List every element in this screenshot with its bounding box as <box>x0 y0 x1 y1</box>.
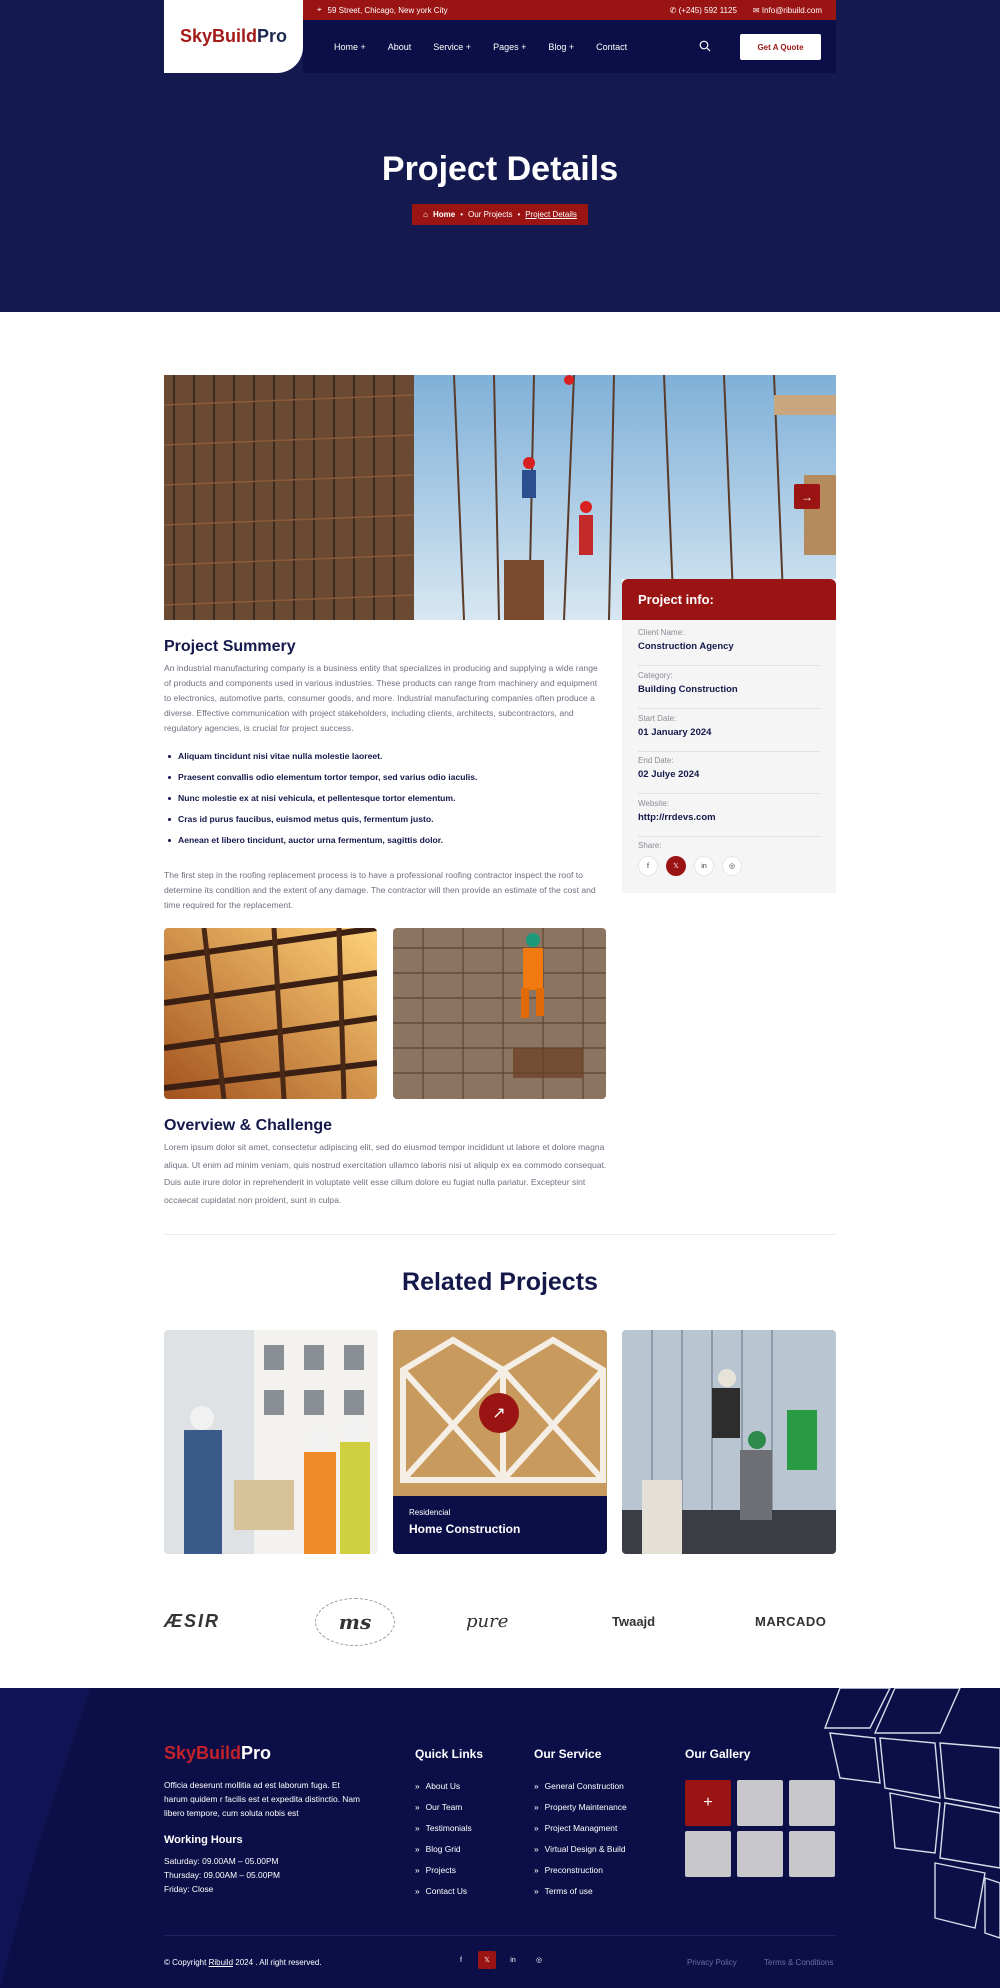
footer-link[interactable] <box>534 1796 627 1817</box>
home-icon: ⌂ <box>423 210 428 219</box>
gallery-plus-button[interactable]: + <box>685 1780 731 1826</box>
breadcrumb-separator: • <box>517 210 521 219</box>
project-image-engineers <box>164 1330 378 1554</box>
footer-link[interactable] <box>534 1880 627 1901</box>
website-link[interactable]: http://rrdevs.com <box>638 812 716 823</box>
summary-text: An industrial manufacturing company is a business entity that specializes in producing and supplying a wide range of products and components used in various industries. These products can range from machinery and equipment to electronics, automotive parts, consumer goods, and more. Industrial manufacturing companies often produce a diverse. Effective communication with project stakeholders, including clients, architects, subcontractors, and regulatory agencies, is crucial for project success. <box>164 663 598 733</box>
instagram-icon[interactable]: ◎ <box>535 1957 543 1964</box>
summary-bullets <box>164 751 604 856</box>
section-divider <box>164 1234 836 1235</box>
footer-link-label: Testimonials <box>425 1822 472 1833</box>
double-chevron-right-icon: » <box>534 1780 539 1791</box>
related-projects-title: Related Projects <box>402 1268 598 1296</box>
summary-text-2: The first step in the roofing replacement process is to have a professional roofing contractor inspect the roof to determine its condition and the extent of any damage. The contractor will then provide an estimate of the cost and time required for the replacement. <box>164 870 596 910</box>
phone-link[interactable] <box>670 6 737 15</box>
working-hours-title: Working Hours <box>164 1834 243 1846</box>
breadcrumb-projects[interactable]: Our Projects <box>468 210 513 219</box>
linkedin-icon[interactable]: in <box>694 856 714 876</box>
overview-title: Overview & Challenge <box>164 1117 333 1134</box>
info-label: Start Date: <box>638 714 677 723</box>
footer-link-label: Projects <box>425 1864 456 1875</box>
footer-about-column <box>164 1743 364 1896</box>
list-item: Cras id purus faucibus, euismod metus quis, fermentum justo. <box>164 814 604 835</box>
working-hours-item: Saturday: 09.00AM – 05.00PM <box>164 1856 279 1866</box>
info-value: Construction Agency <box>638 641 734 652</box>
project-info-title: Project info: <box>622 579 836 620</box>
project-image-steel-frame <box>164 928 377 1099</box>
footer-gallery <box>685 1747 750 1775</box>
list-item: Aenean et libero tincidunt, auctor urna fermentum, sagittis dolor. <box>164 835 604 856</box>
double-chevron-right-icon: » <box>534 1801 539 1812</box>
double-chevron-right-icon: » <box>415 1801 420 1812</box>
double-chevron-right-icon: » <box>534 1822 539 1833</box>
footer-link[interactable] <box>534 1859 627 1880</box>
facebook-icon[interactable]: f <box>460 1956 462 1964</box>
info-label: Category: <box>638 671 673 680</box>
footer-about-text: Officia deserunt mollitia ad est laborum fuga. Et harum quidem r facilis est et expedita distinctio. Nam libero tempore, cum soluta nobis est <box>164 1780 360 1818</box>
breadcrumb-current: Project Details <box>525 210 577 219</box>
footer-link[interactable] <box>415 1859 483 1880</box>
address-text: 59 Street, Chicago, New york City <box>327 5 448 15</box>
footer-link-label: Blog Grid <box>425 1843 461 1854</box>
footer-link[interactable] <box>534 1775 627 1796</box>
info-value: 02 Julye 2024 <box>638 769 700 780</box>
info-row-category <box>638 671 820 709</box>
double-chevron-right-icon: » <box>415 1843 420 1854</box>
related-card-caption <box>393 1496 607 1554</box>
footer-background-pattern <box>0 1688 1000 1988</box>
footer-link-label: Terms of use <box>544 1885 593 1896</box>
partner-logo-ms: ms <box>315 1598 395 1646</box>
double-chevron-right-icon: » <box>534 1864 539 1875</box>
gallery-thumbnail[interactable] <box>737 1831 783 1877</box>
footer-link-label: Virtual Design & Build <box>544 1843 626 1854</box>
gallery-thumbnail[interactable] <box>789 1780 835 1826</box>
working-hours-item: Thursday: 09.00AM – 05.00PM <box>164 1870 280 1880</box>
footer-social-links <box>452 1951 548 1969</box>
location-icon: ⌖ <box>317 5 322 14</box>
list-item: Aliquam tincidunt nisi vitae nulla molestie laoreet. <box>164 751 604 772</box>
project-info-card <box>622 579 836 893</box>
linkedin-icon[interactable]: in <box>510 1956 516 1964</box>
breadcrumb-separator: • <box>460 210 464 219</box>
partner-logo-twaajd: Twaajd <box>612 1613 656 1629</box>
mail-icon: ✉ <box>752 5 762 15</box>
copyright-prefix: © Copyright <box>164 1958 209 1967</box>
footer-link-label: Property Maintenance <box>544 1801 627 1812</box>
footer-link-label: Our Team <box>425 1801 463 1812</box>
double-chevron-right-icon: » <box>534 1885 539 1896</box>
footer-link[interactable] <box>415 1796 483 1817</box>
footer-link[interactable] <box>415 1880 483 1901</box>
project-image-siding-workers <box>622 1330 836 1554</box>
breadcrumb-home[interactable]: Home <box>432 210 456 219</box>
footer-logo[interactable] <box>164 1743 364 1764</box>
double-chevron-right-icon: » <box>415 1822 420 1833</box>
footer-link-label: Preconstruction <box>544 1864 603 1875</box>
double-chevron-right-icon: » <box>415 1885 420 1896</box>
footer-link[interactable] <box>534 1838 627 1859</box>
project-title[interactable]: Home Construction <box>409 1522 521 1536</box>
slider-next-button[interactable] <box>794 484 820 509</box>
phone-text: (+245) 592 1125 <box>678 5 737 15</box>
project-image-worker-rebar <box>393 928 606 1099</box>
copyright-suffix: 2024 . All right reserved. <box>233 1958 322 1967</box>
logo-text-primary: SkyBuild <box>179 26 257 46</box>
x-twitter-icon[interactable]: 𝕏 <box>666 856 686 876</box>
footer-link-label: About Us <box>425 1780 461 1791</box>
info-label: Client Name: <box>638 628 685 637</box>
info-value: 01 January 2024 <box>638 727 712 738</box>
overview-text: Lorem ipsum dolor sit amet, consectetur adipiscing elit, sed do eiusmod tempor incididunt ut labore et dolore magna aliqua. Ut enim ad minim veniam, quis nostrud exercitation ullamco laboris nisi ut aliquip ex ea commodo consequat. Duis aute irure dolor in reprehenderit in voluptate velit esse cillum dolore eu fugiat nulla pariatur. Excepteur sint occaecat cupidatat non proident, sunt in culpa. <box>164 1142 607 1206</box>
share-row <box>638 841 820 887</box>
double-chevron-right-icon: » <box>534 1843 539 1854</box>
copyright-text <box>164 1958 322 1967</box>
email-link[interactable] <box>753 6 822 15</box>
footer-link[interactable] <box>534 1817 627 1838</box>
nav-contact[interactable]: Contact <box>596 41 628 52</box>
top-info-bar <box>303 0 836 20</box>
search-icon[interactable] <box>699 40 711 52</box>
nav-pages[interactable]: Pages + <box>493 41 527 52</box>
page-title: Project Details <box>381 150 619 188</box>
info-label: Website: <box>638 799 669 808</box>
phone-icon: ✆ <box>669 5 679 15</box>
facebook-icon[interactable]: f <box>638 856 658 876</box>
footer-link-label: Contact Us <box>425 1885 468 1896</box>
get-quote-button[interactable]: Get A Quote <box>740 34 821 60</box>
footer-divider <box>164 1935 836 1936</box>
nav-about[interactable]: About <box>387 41 412 52</box>
info-row-start-date <box>638 714 820 752</box>
info-row-client <box>638 628 820 666</box>
email-text: Info@ribuild.com <box>761 5 822 15</box>
nav-service[interactable]: Service + <box>433 41 472 52</box>
footer-link[interactable] <box>415 1838 483 1859</box>
our-gallery-title: Our Gallery <box>685 1747 751 1761</box>
x-twitter-icon[interactable]: 𝕏 <box>478 1951 496 1969</box>
footer-services <box>534 1747 627 1901</box>
summary-title: Project Summery <box>164 638 296 655</box>
logo-text-secondary: Pro <box>241 1743 272 1763</box>
privacy-policy-link[interactable]: Privacy Policy <box>687 1958 737 1967</box>
footer-link-label: General Construction <box>544 1780 624 1791</box>
info-row-website <box>638 799 820 837</box>
copyright-link[interactable]: Ribuild <box>208 1958 234 1967</box>
gallery-thumbnail[interactable] <box>685 1831 731 1877</box>
partner-logo-pure: pure <box>466 1610 509 1632</box>
double-chevron-right-icon: » <box>415 1864 420 1875</box>
footer-quick-links <box>415 1747 483 1901</box>
footer-link-label: Project Managment <box>544 1822 618 1833</box>
our-service-title: Our Service <box>534 1747 602 1761</box>
site-footer <box>0 1688 1000 1988</box>
list-item: Praesent convallis odio elementum tortor tempor, sed varius odio iaculis. <box>164 772 604 793</box>
related-project-card[interactable] <box>622 1330 836 1554</box>
related-project-card[interactable] <box>164 1330 378 1554</box>
related-project-card-featured[interactable] <box>393 1330 607 1554</box>
partner-logo-aesir: ÆSIR <box>164 1610 221 1631</box>
quick-links-title: Quick Links <box>415 1747 484 1761</box>
project-category: Residencial <box>409 1508 451 1517</box>
list-item: Nunc molestie ex at nisi vehicula, et pellentesque tortor elementum. <box>164 793 604 814</box>
working-hours-item: Friday: Close <box>164 1884 214 1894</box>
logo-text-secondary: Pro <box>257 26 288 46</box>
info-row-end-date <box>638 756 820 794</box>
nav-home[interactable]: Home + <box>334 41 366 52</box>
double-chevron-right-icon: » <box>415 1780 420 1791</box>
info-label: End Date: <box>638 756 674 765</box>
breadcrumb <box>412 204 588 225</box>
arrow-up-right-icon[interactable]: ↗ <box>479 1393 519 1433</box>
nav-blog[interactable]: Blog + <box>548 41 575 52</box>
gallery-thumbnail[interactable] <box>789 1831 835 1877</box>
footer-link[interactable] <box>415 1775 483 1796</box>
site-logo[interactable] <box>164 0 303 73</box>
logo-text-primary: SkyBuild <box>164 1743 242 1763</box>
partner-logo-marcado: MARCADO <box>755 1613 827 1629</box>
info-value: Building Construction <box>638 684 738 695</box>
arrow-right-icon: → <box>801 489 813 504</box>
gallery-thumbnail[interactable] <box>737 1780 783 1826</box>
footer-link[interactable] <box>415 1817 483 1838</box>
share-label: Share: <box>638 841 662 850</box>
instagram-icon[interactable]: ◎ <box>722 856 742 876</box>
terms-conditions-link[interactable]: Terms & Conditions <box>764 1958 834 1967</box>
